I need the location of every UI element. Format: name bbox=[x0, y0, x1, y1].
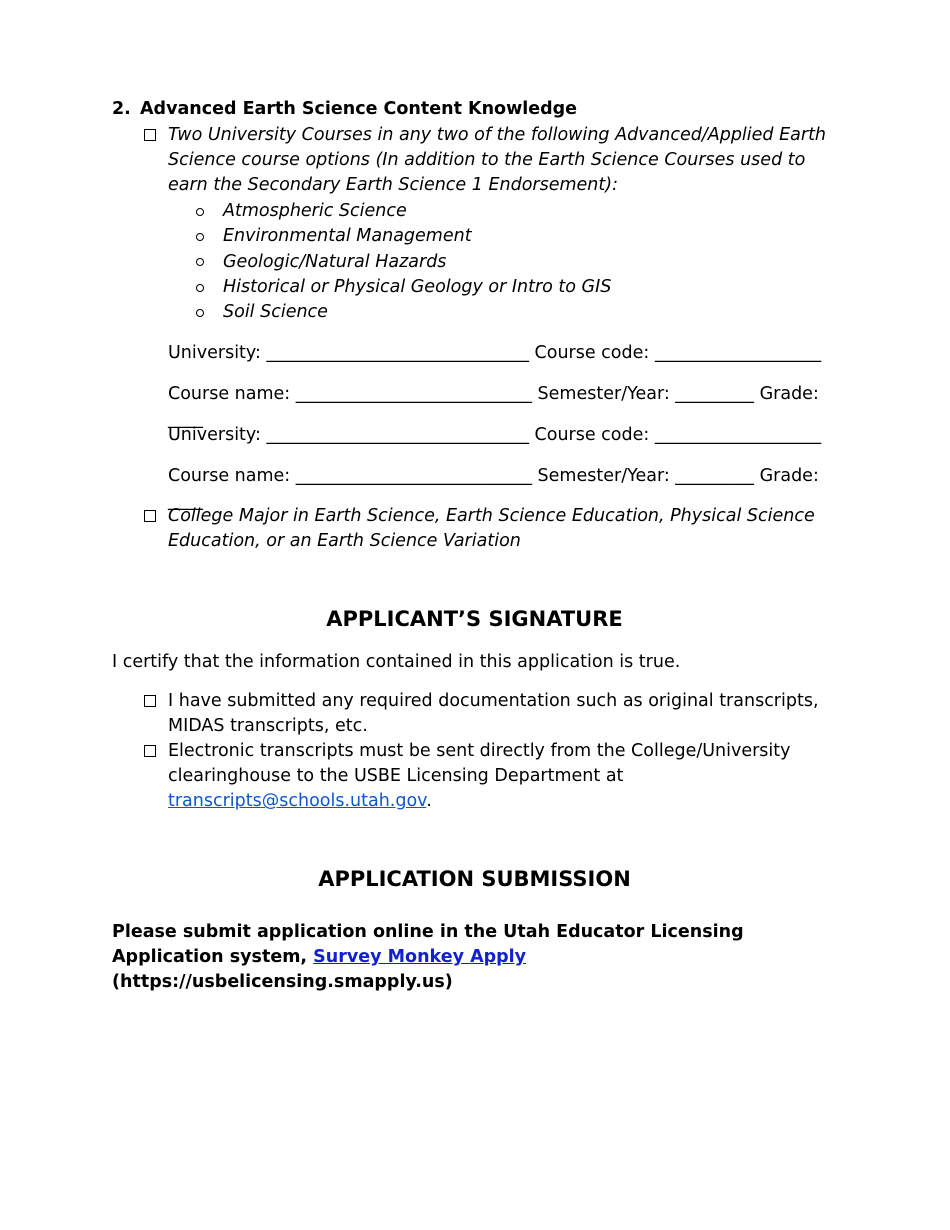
course-option-item bbox=[168, 199, 837, 224]
checkbox-college-major[interactable] bbox=[144, 510, 156, 522]
course-option-label: Historical or Physical Geology or Intro to GIS bbox=[223, 277, 612, 298]
survey-monkey-apply-link[interactable]: Survey Monkey Apply bbox=[313, 947, 527, 968]
field-row-course-name-1[interactable]: Course name: ___________________________ Semester/Year: _________ Grade: ____ bbox=[168, 384, 819, 430]
document-page bbox=[112, 97, 837, 995]
transcripts-instructions: Electronic transcripts must be sent directly from the College/University clearinghouse to the USBE Licensing Department at bbox=[168, 741, 791, 787]
course-option-item bbox=[168, 275, 837, 300]
course-option-label: Environmental Management bbox=[223, 226, 472, 247]
checkbox-electronic-transcripts[interactable] bbox=[144, 745, 156, 757]
check-documentation bbox=[142, 689, 837, 739]
hollow-bullet-icon bbox=[196, 208, 204, 216]
hollow-bullet-icon bbox=[196, 309, 204, 317]
option-college-major bbox=[142, 504, 837, 554]
submission-url: (https://usbelicensing.smapply.us) bbox=[112, 972, 453, 993]
sentence-end: . bbox=[426, 791, 432, 812]
option-two-courses bbox=[142, 123, 837, 198]
check-electronic-transcripts-text bbox=[168, 739, 837, 814]
hollow-bullet-icon bbox=[196, 233, 204, 241]
submission-title: APPLICATION SUBMISSION bbox=[318, 867, 631, 892]
field-row-course-name-2[interactable]: Course name: ___________________________ Semester/Year: _________ Grade: ____ bbox=[168, 466, 819, 512]
course-option-item bbox=[168, 224, 837, 249]
checkbox-documentation[interactable] bbox=[144, 695, 156, 707]
field-row-university-1[interactable]: University: ______________________________ Course code: ___________________ bbox=[168, 343, 822, 364]
check-documentation-text: I have submitted any required documentation such as original transcripts, MIDAS transcripts, etc. bbox=[168, 691, 819, 737]
section-title: Advanced Earth Science Content Knowledge bbox=[140, 99, 578, 119]
signature-title: APPLICANT’S SIGNATURE bbox=[326, 607, 623, 632]
course-option-label: Soil Science bbox=[223, 302, 328, 323]
course-options-list bbox=[168, 199, 837, 325]
option-two-courses-text: Two University Courses in any two of the following Advanced/Applied Earth Science course options (In addition to the Earth Science Courses used to earn the Secondary Earth Science 1 Endorsement): bbox=[168, 125, 827, 195]
check-electronic-transcripts bbox=[142, 739, 837, 814]
course-option-label: Geologic/Natural Hazards bbox=[223, 251, 447, 272]
course-fields bbox=[168, 325, 837, 512]
option-college-major-text: College Major in Earth Science, Earth Science Education, Physical Science Education, or an Earth Science Variation bbox=[168, 506, 815, 552]
course-option-item bbox=[168, 250, 837, 275]
section-2-heading bbox=[112, 97, 837, 122]
course-option-item bbox=[168, 300, 837, 325]
checkbox-two-courses[interactable] bbox=[144, 129, 156, 141]
submission-instructions: Please submit application online in the Utah Educator Licensing Application system, bbox=[112, 922, 744, 968]
transcripts-email-link[interactable]: transcripts@schools.utah.gov bbox=[168, 791, 427, 812]
section-number: 2. bbox=[112, 99, 131, 119]
submission-text bbox=[112, 920, 837, 995]
certify-text: I certify that the information contained in this application is true. bbox=[112, 652, 681, 673]
hollow-bullet-icon bbox=[196, 258, 204, 266]
hollow-bullet-icon bbox=[196, 284, 204, 292]
field-row-university-2[interactable]: University: ______________________________ Course code: ___________________ bbox=[168, 425, 822, 446]
course-option-label: Atmospheric Science bbox=[223, 201, 407, 222]
